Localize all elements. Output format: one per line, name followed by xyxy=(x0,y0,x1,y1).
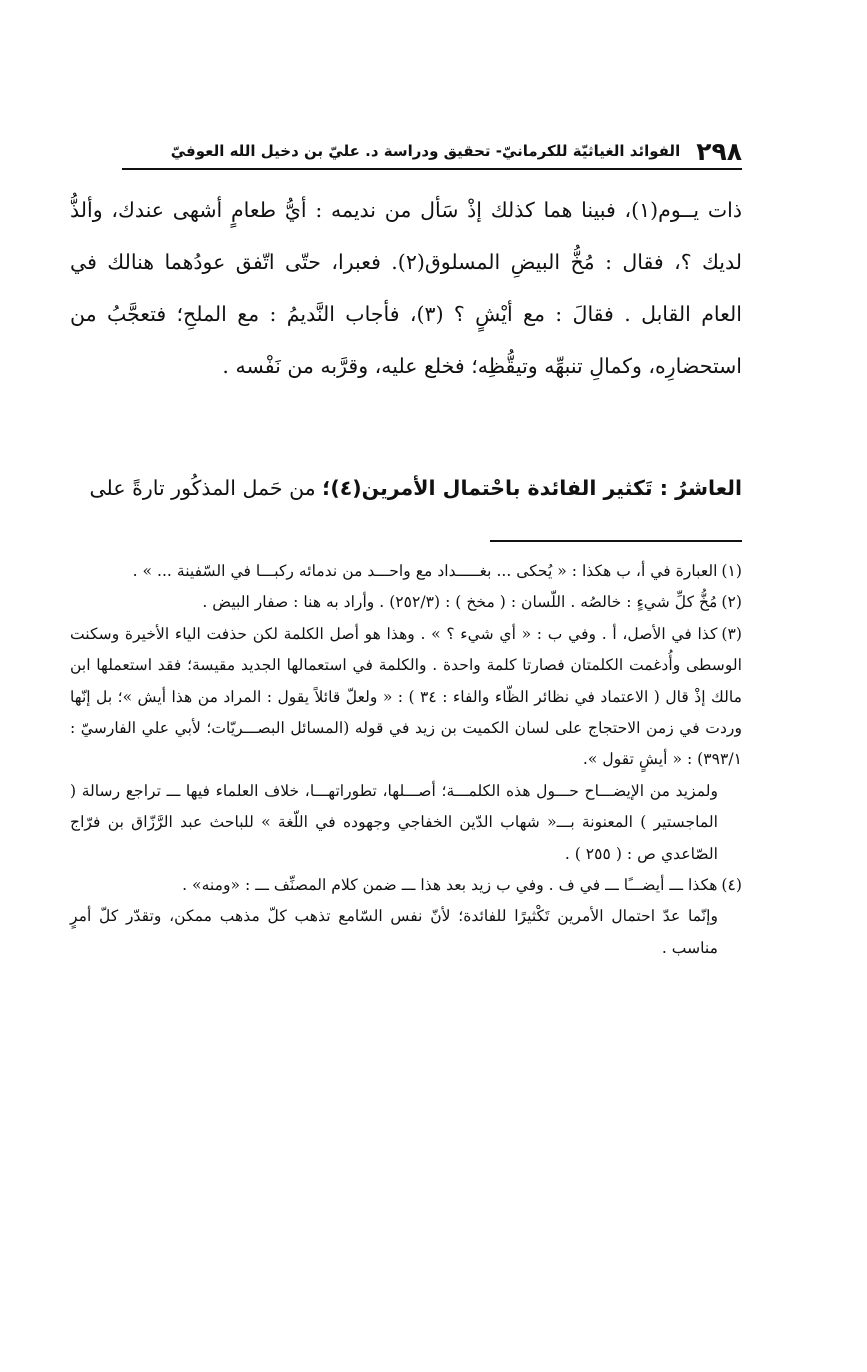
footnote-number: (٢) xyxy=(721,593,742,612)
footnote-separator xyxy=(490,540,742,542)
footnote-text: كذا في الأصل، أ . وفي ب : « أي شيء ؟ » . وهذا هو أصل الكلمة لكن حذفت الياء الأخيرة وسكنت الوسطى وأُدغمت الكلمتان فصارتا كلمة واحدة . والكلمة في استعمالها الجديد مقيسة؛ فقد استعملها ابن مالك إذْ قال ( الاعتماد في نظائر الظّاء والفاء : ٣٤ ) : « ولعلّ قائلاً يقول : المراد من هذا أيش »؛ بل إنّها وردت في زمن الاحتجاج على لسان الكميت بن زيد في قوله (المسائل البصـــريّات؛ لأبي علي الفارسيّ : ٣٩٣/١) : « أيشٍ تقول ». xyxy=(70,624,742,769)
footnote-text: وإنّما عدّ احتمال الأمرين تَكْثيرًا للفائدة؛ لأنّ نفس السّامع تذهب كلّ مذهب ممكن، وتقدّر كلّ أمرٍ مناسب . xyxy=(70,907,718,957)
page-number: ٢٩٨ xyxy=(696,136,742,166)
footnote-3 xyxy=(70,619,742,776)
footnote-number: (٣) xyxy=(721,624,742,643)
footnote-text: العبارة في أ، ب هكذا : « يُحكى ... بغـــــداد مع واحـــد من ندمائه ركبـــا في السّفينة ... » . xyxy=(132,562,718,580)
footnote-2 xyxy=(70,587,742,618)
main-text xyxy=(70,184,742,392)
footnote-number: (٤) xyxy=(721,876,742,895)
footnote-text: مُخُّ كلِّ شيءٍ : خالصُه . اللّسان : ( مخخ ) : (٢٥٢/٣) . وأراد به هنا : صفار البيض . xyxy=(202,593,718,612)
footnote-4-continuation xyxy=(70,901,742,964)
footnote-4 xyxy=(70,870,742,901)
section-line xyxy=(70,462,742,514)
page-header xyxy=(122,134,742,170)
running-title: الفوائد الغياثيّة للكرمانيّ- تحقيق ودراسة د. عليّ بن دخيل الله العوفيّ xyxy=(170,142,681,160)
footnote-1 xyxy=(70,556,742,587)
main-paragraph: ذات يــوم(١)، فبينا هما كذلك إذْ سَأل من نديمه : أيُّ طعامٍ أشهى عندك، وألذُّ لديك ؟، فقال : مُخُّ البيضِ المسلوق(٢). فعبرا، حتّى اتّفق عودُهما هنالك في العام القابل . فقالَ : مع أيْشٍ ؟ (٣)، فأجاب النَّديمُ : مع الملحِ؛ فتعجَّبُ من استحضارِه، وكمالِ تنبهِّه وتيقُّظِه؛ فخلع عليه، وقرَّبه من نَفْسه . xyxy=(70,198,742,378)
footnote-3-continuation xyxy=(70,776,742,870)
section-heading: العاشرُ : تَكثير الفائدة باحْتمال الأمرين(٤)؛ xyxy=(322,476,742,500)
footnote-text: هكذا ـــ أيضـــًا ـــ في ف . وفي ب زيد بعد هذا ـــ ضمن كلام المصنِّف ـــ : «ومنه» . xyxy=(182,876,718,895)
footnote-number: (١) xyxy=(721,562,742,580)
section-text: من حَمل المذكُور تارةً على xyxy=(89,476,323,500)
footnotes xyxy=(70,556,742,964)
footnote-text: ولمزيد من الإيضـــاح حـــول هذه الكلمـــة؛ أصـــلها، تطوراتهـــا، خلاف العلماء فيها ـــ تراجع رسالة ( الماجستير ) المعنونة بـــ« شهاب الدّين الخفاجي وجهوده في اللّغة » للباحث عبد الرَّزّاق بن فرّاج الصّاعدي ص : ( ٢٥٥ ) . xyxy=(70,781,718,863)
